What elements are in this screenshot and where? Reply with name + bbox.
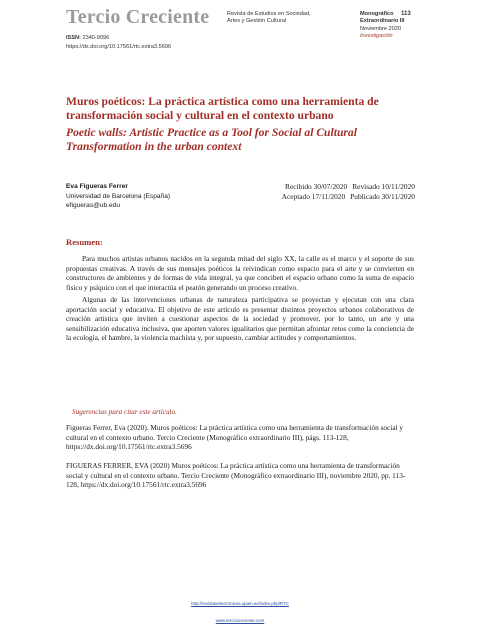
- issn: [66, 35, 109, 41]
- article-dates: [265, 182, 415, 201]
- author-block: [66, 182, 170, 211]
- issn-value: 2340-9096: [82, 35, 110, 41]
- citation-alt: FIGUERAS FERRER, EVA (2020) Muros poéticos: La práctica artística como una herramienta de transformación social y cultural en el contexto urbano. Tercio Creciente (Monográfico extraordinario III), noviembre 2020, pp. 113-128, https://dx.doi.org/10.17561/rtc.extra3.5696: [66, 461, 406, 489]
- footer-website-link[interactable]: www.terciocreciente.com: [215, 618, 265, 623]
- article-type: Investigación: [360, 33, 393, 40]
- citation-heading: Sugerencias para citar este artículo.: [72, 408, 177, 416]
- title-english: Poetic walls: Artistic Practice as a Tool for Social al Cultural Transformation in the urban context: [66, 126, 357, 154]
- page-header: [0, 0, 480, 60]
- date-revised: Revisado 10/11/2020: [352, 182, 415, 191]
- author-email[interactable]: efigueras@ub.edu: [66, 202, 120, 210]
- page-number: 113: [401, 11, 411, 17]
- abstract-paragraph-2: Algunas de las intervenciones urbanas de naturaleza participativa se proyectan y ejecutan con una clara aportación social y educativa. El objetivo de este artículo es presentar distintos proyectos urbanos colaborativos de creación artística que inviten a cuestionar aspectos de la sociedad y promover, por lo tanto, un arte y una sensibilización educativa inclusiva, que aporten valores igualitarios que permitan afrontar retos como la conciencia de la ecología, el hambre, la violencia machista y, por supuesto, cambiar actitudes y comportamientos.: [66, 295, 414, 342]
- citation-apa: Figueras Ferrer, Eva (2020). Muros poéticos: La práctica artística como una herramienta de transformación social y cultural en el contexto urbano. Tercio Creciente (Monográfico extraordinario III), págs. 113-128, https://dx.doi.org/10.17561/rtc.extra3.5696: [66, 423, 404, 451]
- title-spanish: Muros poéticos: La práctica artística como una herramienta de transformación social y cultural en el contexto urbano: [66, 95, 379, 123]
- section-label: Monográfico: [360, 11, 394, 17]
- journal-subtitle-line2: Artes y Gestión Cultural: [227, 18, 287, 25]
- issue-info: [360, 11, 404, 41]
- journal-subtitle: [227, 11, 347, 26]
- abstract-paragraph-1: Para muchos artistas urbanos nacidos en la segunda mitad del siglo XX, la calle es el marco y el soporte de sus propuestas creativas. A través de sus mensajes poéticos la reivindican como espacio para el arte y se convierten en constructores de ambientes y de formas de vida integral, ya que conciben el espacio urbano como la suma de espacio físico y psíquico con el que interactúa el peatón generando un proceso creativo.: [66, 254, 414, 292]
- author-name: Eva Figueras Ferrer: [66, 183, 128, 190]
- date-received: Recibido 30/07/2020: [285, 182, 348, 191]
- dates-row-1: [265, 182, 415, 192]
- abstract-body: [66, 254, 414, 346]
- author-affiliation: Universidad de Barcelona (España): [66, 192, 171, 200]
- issue-label: Extraordinario III: [360, 18, 405, 25]
- date-accepted: Aceptado 17/11/2020: [281, 191, 346, 201]
- date-published: Publicado 30/11/2020: [350, 191, 415, 201]
- dates-row-2: [265, 192, 415, 202]
- header-doi-link[interactable]: https://dx.doi.org/10.17561/rtc.extra3.5696: [66, 44, 172, 50]
- abstract-heading: Resumen:: [66, 237, 103, 247]
- footer-journal-link[interactable]: http://revistaselectronicas.ujaen.es/index.php/RTC: [191, 601, 289, 606]
- journal-logo: Tercio Creciente: [66, 6, 210, 28]
- journal-subtitle-line1: Revista de Estudios en Sociedad,: [227, 11, 311, 17]
- issue-date: Noviembre 2020: [360, 25, 402, 32]
- issn-label: ISSN:: [66, 35, 81, 41]
